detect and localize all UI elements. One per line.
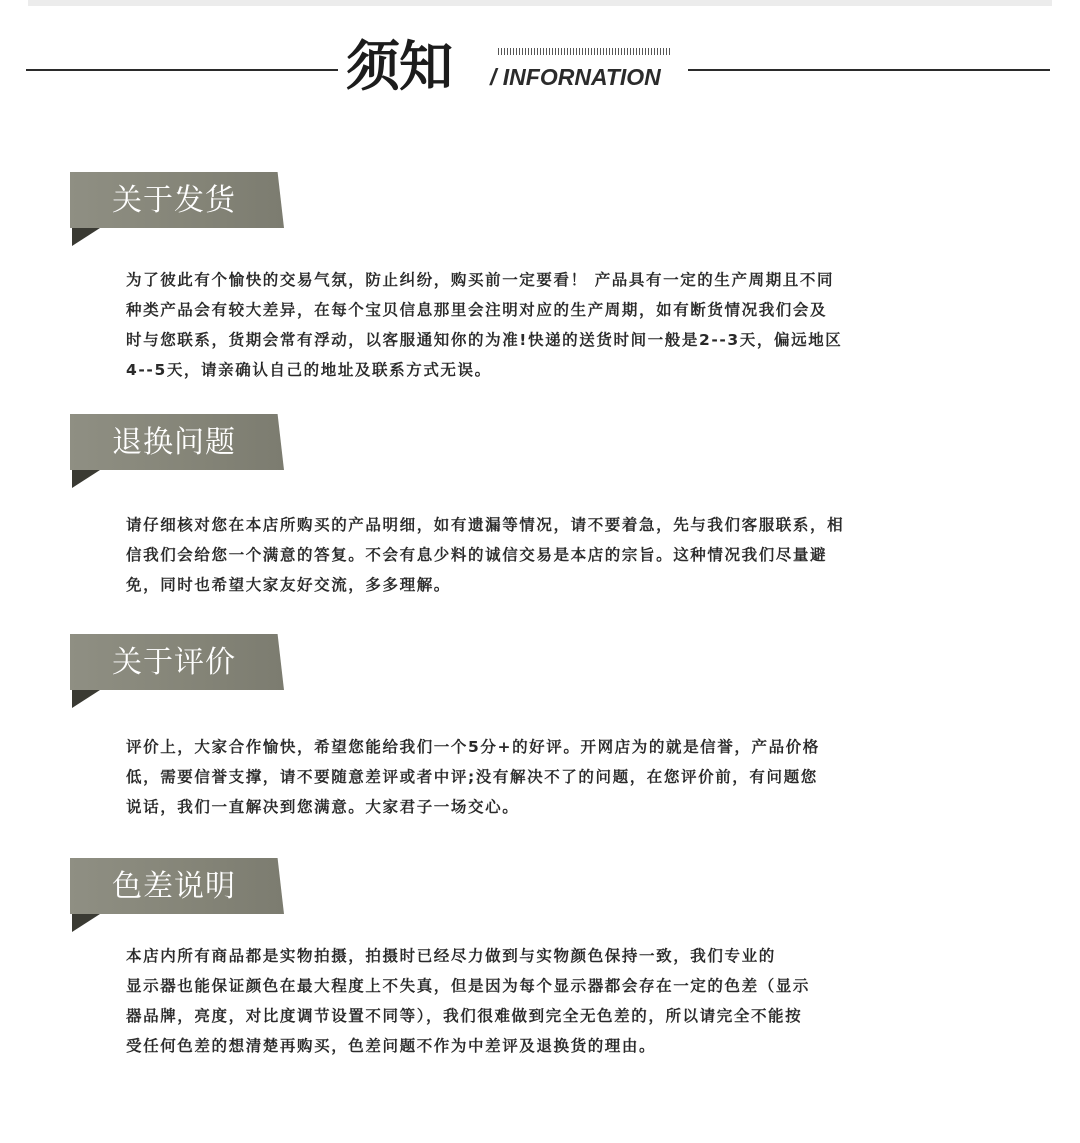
tab-fold xyxy=(72,470,100,488)
hatch-decoration xyxy=(498,48,670,55)
page-header xyxy=(0,32,1080,112)
header-rule-right xyxy=(688,69,1050,71)
tab-fold xyxy=(72,228,100,246)
section-heading: 关于评价 xyxy=(112,645,236,680)
section-heading: 色差说明 xyxy=(112,869,236,904)
section-heading: 退换问题 xyxy=(112,425,236,460)
section-body: 请仔细核对您在本店所购买的产品明细，如有遗漏等情况，请不要着急，先与我们客服联系，相 信我们会给您一个满意的答复。不会有息少料的诚信交易是本店的宗旨。这种情况我们尽量避 免，同时也希望大家友好交流，多多理解。 xyxy=(126,516,845,594)
header-rule-left xyxy=(26,69,338,71)
tab-fold xyxy=(72,690,100,708)
section-body: 本店内所有商品都是实物拍摄，拍摄时已经尽力做到与实物颜色保持一致，我们专业的 显示器也能保证颜色在最大程度上不失真，但是因为每个显示器都会存在一定的色差（显示 器品牌，亮度，对比度调节设置不同等），我们很难做到完全无色差的，所以请完全不能按 受任何色差的想清楚再购买，色差问题不作为中差评及退换货的理由。 xyxy=(126,947,811,1055)
section-heading: 关于发货 xyxy=(112,183,236,218)
section-body: 为了彼此有个愉快的交易气氛，防止纠纷，购买前一定要看！ 产品具有一定的生产周期且不同 种类产品会有较大差异，在每个宝贝信息那里会注明对应的生产周期，如有断货情况我们会及 时与您联系，货期会常有浮动，以客服通知你的为准!快递的送货时间一般是2--3天，偏远地区 4--5天，请亲确认自己的地址及联系方式无误。 xyxy=(126,271,843,379)
page-subtitle: / INFORNATION xyxy=(490,64,661,90)
top-border-band xyxy=(28,0,1052,6)
page-title: 须知 xyxy=(346,35,452,98)
tab-fold xyxy=(72,914,100,932)
section-body: 评价上，大家合作愉快，希望您能给我们一个5分+的好评。开网店为的就是信誉，产品价格 低，需要信誉支撑，请不要随意差评或者中评;没有解决不了的问题，在您评价前，有问题您 说话，我们一直解决到您满意。大家君子一场交心。 xyxy=(126,738,820,816)
